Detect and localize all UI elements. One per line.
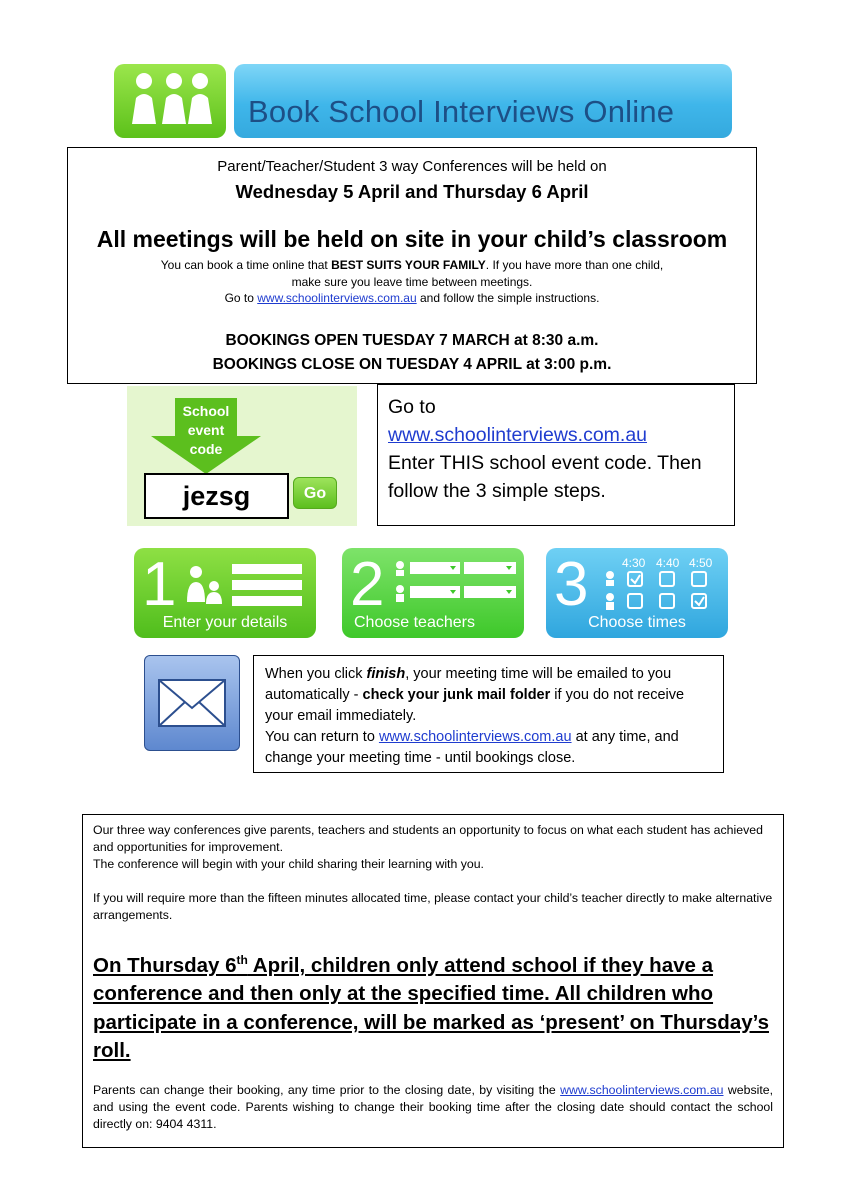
event-code-panel xyxy=(127,386,357,526)
paragraph-purpose: Our three way conferences give parents, teachers and students an opportunity to focus on what each student has achieved and opportunities for improvement. xyxy=(93,823,763,854)
paragraph-time: If you will require more than the fifteen minutes allocated time, please contact your child’s teacher directly to make alternative arrangements. xyxy=(93,891,773,922)
attendance-notice: On Thursday 6th April, children only attend school if they have a conference and then only at the specified time. All children who participate in a conference, will be marked as ‘present’ on Thursday’s roll. xyxy=(93,953,769,1063)
logo-banner xyxy=(234,64,732,138)
logo-text: Book School Interviews Online xyxy=(248,94,675,129)
people-group-icon xyxy=(114,64,226,138)
goto-label: Go to xyxy=(388,396,436,418)
step-caption: Enter your details xyxy=(162,614,288,631)
finish-word: finish xyxy=(366,666,406,682)
step-3-tile xyxy=(546,548,728,638)
website-link-large[interactable]: www.schoolinterviews.com.au xyxy=(388,424,648,446)
step-1-tile xyxy=(134,548,316,638)
person-form-icon xyxy=(184,562,304,608)
go-button[interactable]: Go xyxy=(293,477,337,509)
event-code-label: School event code xyxy=(182,403,230,457)
booking-note: You can book a time online that BEST SUITS YOUR FAMILY. If you have more than one child, xyxy=(160,258,664,272)
goto-instructions: Go to www.schoolinterviews.com.au and follow the simple instructions. xyxy=(224,291,600,305)
booking-note-2: make sure you leave time between meetings. xyxy=(291,275,533,289)
step-caption: Choose times xyxy=(588,614,686,631)
event-code-field[interactable]: jezsg xyxy=(144,473,289,519)
conference-intro: Parent/Teacher/Student 3 way Conferences will be held on xyxy=(217,158,607,175)
bookings-close: BOOKINGS CLOSE ON TUESDAY 4 APRIL at 3:00 p.m. xyxy=(212,356,612,373)
time-label: 4:30 xyxy=(622,556,646,570)
step-number: 1 xyxy=(142,550,177,619)
conference-details-box xyxy=(82,814,784,1148)
envelope-icon xyxy=(144,655,240,751)
step-caption: Choose teachers xyxy=(354,614,475,631)
bookings-open: BOOKINGS OPEN TUESDAY 7 MARCH at 8:30 a.m. xyxy=(225,332,599,349)
goto-text: Enter THIS school event code. Then follow the 3 simple steps. xyxy=(388,452,702,502)
website-link[interactable]: www.schoolinterviews.com.au xyxy=(257,291,417,305)
goto-instructions-box xyxy=(377,384,735,526)
paragraph-changes: Parents can change their booking, any time prior to the closing date, by visiting the www.schoolinterviews.com.au website, and using the event code. Parents wishing to change their booking time after the closing date should contact the school directly on: 9404 4311. xyxy=(93,1082,774,1131)
logo-icon-tile xyxy=(114,64,226,138)
info-box xyxy=(67,147,757,384)
email-info-box: When you click finish, your meeting time will be emailed to you automatically - check your junk mail folder if you do not receive your email immediately. You can return to www.schoolinterviews.com.au at any time, and change your meeting time - until bookings close. xyxy=(253,655,724,773)
step-number: 3 xyxy=(554,550,589,619)
time-label: 4:40 xyxy=(656,556,680,570)
time-label: 4:50 xyxy=(689,556,713,570)
teacher-select-icon xyxy=(394,560,518,608)
conference-dates: Wednesday 5 April and Thursday 6 April xyxy=(235,181,589,202)
step-number: 2 xyxy=(350,550,385,619)
junk-mail-note: check your junk mail folder xyxy=(362,687,551,703)
step-2-tile xyxy=(342,548,524,638)
location-headline: All meetings will be held on site in your child’s classroom xyxy=(96,226,728,252)
website-link-bottom[interactable]: www.schoolinterviews.com.au xyxy=(560,1082,724,1097)
paragraph-start: The conference will begin with your child sharing their learning with you. xyxy=(93,857,484,871)
time-checkbox-icon xyxy=(604,570,724,612)
website-link-email[interactable]: www.schoolinterviews.com.au xyxy=(378,729,572,745)
